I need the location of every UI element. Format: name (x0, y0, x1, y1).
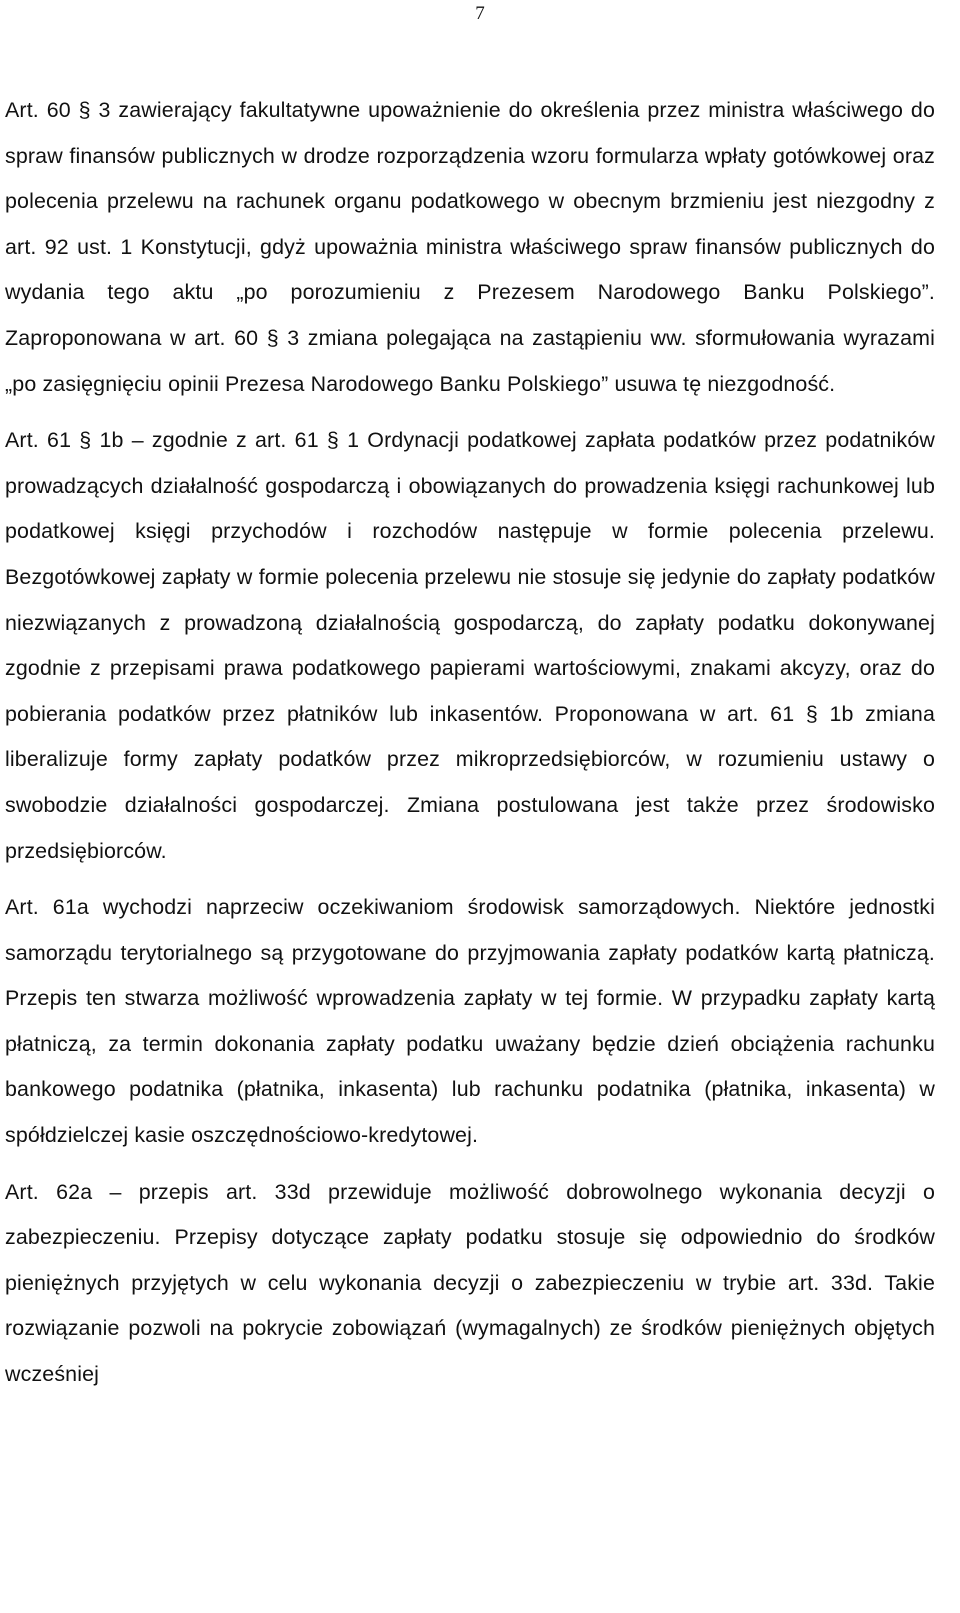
paragraph-art-62a: Art. 62a – przepis art. 33d przewiduje możliwość dobrowolnego wykonania decyzji o zabezpieczeniu. Przepisy dotyczące zapłaty podatku stosuje się odpowiednio do środków pieniężnych przyjętych w celu wykonania decyzji o zabezpieczeniu w trybie art. 33d. Takie rozwiązanie pozwoli na pokrycie zobowiązań (wymagalnych) ze środków pieniężnych objętych wcześniej (5, 1179, 935, 1387)
paragraph-art-61a: Art. 61a wychodzi naprzeciw oczekiwaniom środowisk samorządowych. Niektóre jednostki samorządu terytorialnego są przygotowane do przyjmowania zapłaty podatków kartą płatniczą. Przepis ten stwarza możliwość wprowadzenia zapłaty w tej formie. W przypadku zapłaty kartą płatniczą, za termin dokonania zapłaty podatku uważany będzie dzień obciążenia rachunku bankowego podatnika (płatnika, inkasenta) lub rachunku podatnika (płatnika, inkasenta) w spółdzielczej kasie oszczędnościowo-kredytowej. (5, 895, 935, 1148)
page-number: 7 (475, 3, 485, 24)
paragraph-art-61: Art. 61 § 1b – zgodnie z art. 61 § 1 Ordynacji podatkowej zapłata podatków przez podatników prowadzących działalność gospodarczą i obowiązanych do prowadzenia księgi rachunkowej lub podatkowej księgi przychodów i rozchodów następuje w formie polecenia przelewu. Bezgotówkowej zapłaty w formie polecenia przelewu nie stosuje się jedynie do zapłaty podatków niezwiązanych z prowadzoną działalnością gospodarczą, do zapłaty podatku dokonywanej zgodnie z przepisami prawa podatkowego papierami wartościowymi, znakami akcyzy, oraz do pobierania podatków przez płatników lub inkasentów. Proponowana w art. 61 § 1b zmiana liberalizuje formy zapłaty podatków przez mikroprzedsiębiorców, w rozumieniu ustawy o swobodzie działalności gospodarczej. Zmiana postulowana jest także przez środowisko przedsiębiorców. (5, 428, 935, 863)
paragraph-art-60: Art. 60 § 3 zawierający fakultatywne upoważnienie do określenia przez ministra właściwego do spraw finansów publicznych w drodze rozporządzenia wzoru formularza wpłaty gotówkowej oraz polecenia przelewu na rachunek organu podatkowego w obecnym brzmieniu jest niezgodny z art. 92 ust. 1 Konstytucji, gdyż upoważnia ministra właściwego spraw finansów publicznych do wydania tego aktu „po porozumieniu z Prezesem Narodowego Banku Polskiego”. Zaproponowana w art. 60 § 3 zmiana polegająca na zastąpieniu ww. sformułowania wyrazami „po zasięgnięciu opinii Prezesa Narodowego Banku Polskiego” usuwa tę niezgodność. (5, 98, 935, 396)
document-body (5, 88, 935, 1409)
